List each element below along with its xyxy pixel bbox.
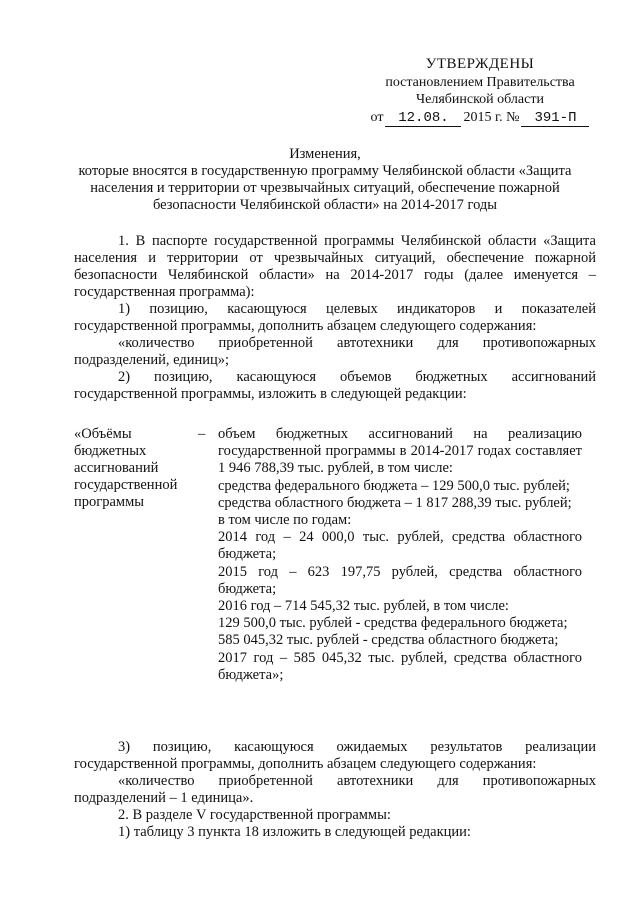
budget-line: 2016 год – 714 545,32 тыс. рублей, в том числе: bbox=[218, 598, 509, 615]
budget-line: 2014 год – 24 000,0 тыс. рублей, средства областного бюджета; bbox=[218, 529, 582, 563]
document-heading bbox=[60, 146, 590, 214]
heading-title: Изменения, bbox=[289, 146, 361, 162]
approval-from-label: от bbox=[370, 110, 384, 125]
heading-text: которые вносятся в государственную программу Челябинской области «Защита населения и территории от чрезвычайных ситуаций, обеспечение пожарной безопасности Челябинской области» на 2014-2017 годы bbox=[78, 163, 572, 213]
approval-date: 12.08. bbox=[385, 111, 461, 127]
approval-line-2: Челябинской области bbox=[416, 92, 544, 107]
paragraph-6: «количество приобретенной автотехники для противопожарных подразделений – 1 единица». bbox=[74, 773, 596, 806]
budget-label: «Объёмы бюджетных ассигнований государственной программы bbox=[74, 426, 178, 510]
budget-line: средства федерального бюджета – 129 500,0 тыс. рублей; bbox=[218, 477, 570, 494]
approval-date-row bbox=[360, 109, 600, 127]
paragraph-5: 3) позицию, касающуюся ожидаемых результатов реализации государственной программы, дополнить абзацем следующего содержания: bbox=[74, 739, 596, 772]
budget-dash: – bbox=[198, 426, 206, 442]
budget-line: объем бюджетных ассигнований на реализацию государственной программы в 2014-2017 годах составляет 1 946 788,39 тыс. рублей, в том числе: bbox=[218, 426, 582, 477]
approval-number: 391-П bbox=[521, 111, 589, 127]
approval-line-1: постановлением Правительства bbox=[385, 75, 575, 90]
budget-line: 2015 год – 623 197,75 рублей, средства областного бюджета; bbox=[218, 563, 582, 597]
budget-line: 129 500,0 тыс. рублей - средства федерального бюджета; bbox=[218, 615, 568, 632]
budget-line: 585 045,32 тыс. рублей - средства областного бюджета; bbox=[218, 632, 559, 649]
paragraph-7: 2. В разделе V государственной программы: bbox=[118, 807, 391, 823]
budget-line: в том числе по годам: bbox=[218, 512, 352, 529]
paragraph-2: 1) позицию, касающуюся целевых индикаторов и показателей государственной программы, дополнить абзацем следующего содержания: bbox=[74, 301, 596, 334]
paragraph-8: 1) таблицу 3 пункта 18 изложить в следующей редакции: bbox=[118, 824, 471, 840]
budget-line: 2017 год – 585 045,32 тыс. рублей, средства областного бюджета»; bbox=[218, 649, 582, 683]
paragraph-3: «количество приобретенной автотехники для противопожарных подразделений, единиц»; bbox=[74, 335, 596, 368]
paragraph-4: 2) позицию, касающуюся объемов бюджетных ассигнований государственной программы, изложить в следующей редакции: bbox=[74, 369, 596, 402]
budget-details bbox=[218, 426, 582, 684]
approval-stamp bbox=[360, 56, 600, 127]
paragraph-1: 1. В паспорте государственной программы Челябинской области «Защита населения и территории от чрезвычайных ситуаций, обеспечение пожарной безопасности Челябинской области» на 2014-2017 годы (далее именуется – государственная программа): bbox=[74, 233, 596, 300]
approval-title: УТВЕРЖДЕНЫ bbox=[425, 56, 535, 72]
approval-year-label: 2015 г. № bbox=[463, 110, 520, 125]
budget-line: средства областного бюджета – 1 817 288,39 тыс. рублей; bbox=[218, 494, 572, 511]
